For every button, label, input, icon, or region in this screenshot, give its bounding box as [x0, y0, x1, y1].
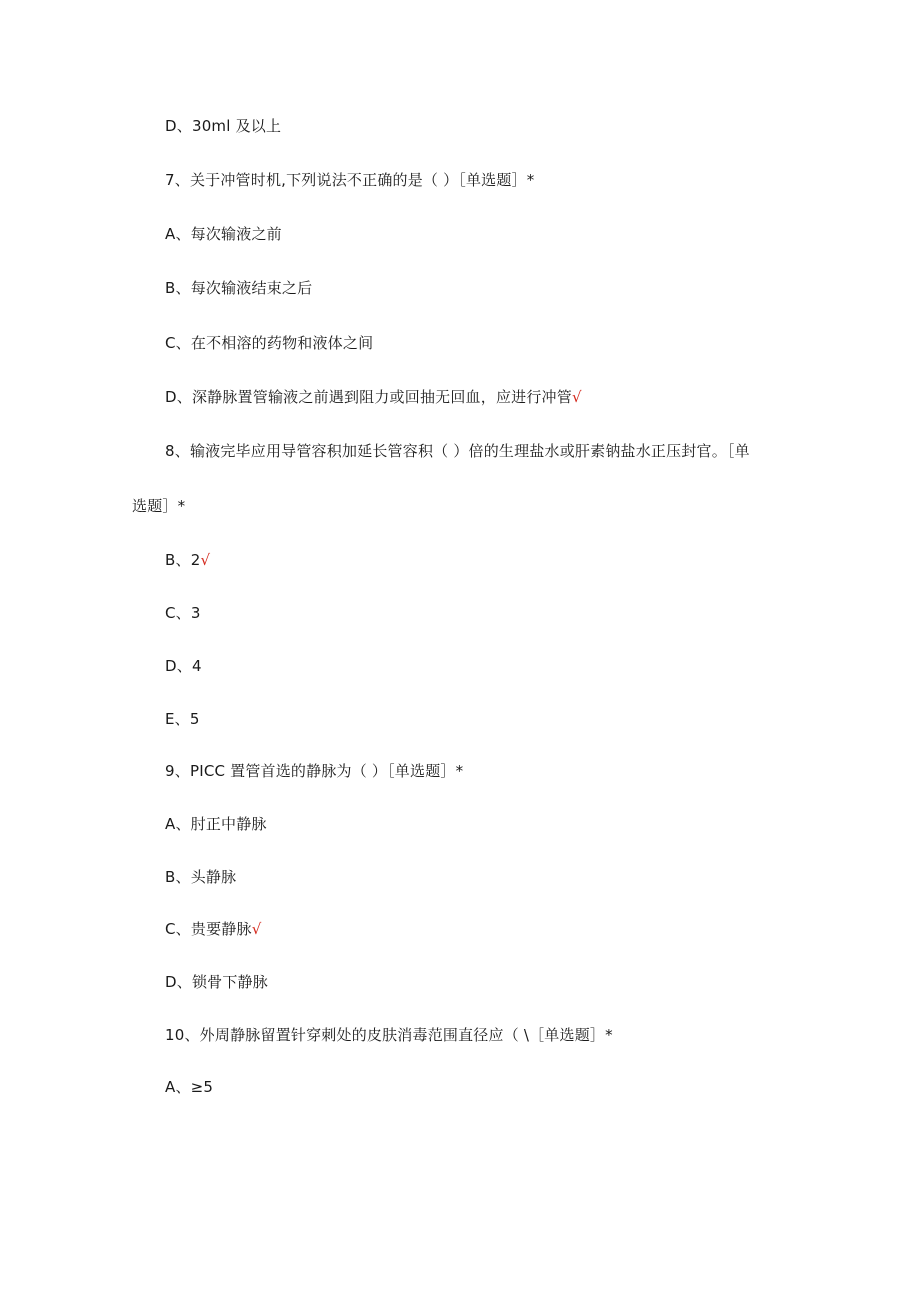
- option-text: C、在不相溶的药物和液体之间: [165, 334, 374, 352]
- option-c-q7: [165, 333, 373, 353]
- option-b-q8: [165, 550, 210, 570]
- option-text: A、肘正中静脉: [165, 815, 267, 833]
- option-text: B、头静脉: [165, 868, 237, 886]
- option-b-q7: [165, 278, 312, 298]
- question-text: 8、输液完毕应用导管容积加延长管容积（ ）倍的生理盐水或肝素钠盐水正压封官。［单: [165, 442, 750, 460]
- option-a-q7: [165, 224, 282, 244]
- option-text: E、5: [165, 710, 200, 728]
- option-c-q9: [165, 919, 261, 939]
- option-a-q9: [165, 814, 267, 834]
- correct-check-mark: √: [200, 551, 211, 569]
- correct-check-mark: √: [571, 388, 582, 406]
- option-b-q9: [165, 867, 236, 887]
- option-d-q8: [165, 656, 202, 676]
- option-text: B、2: [165, 551, 201, 569]
- question-text: 10、外周静脉留置针穿刺处的皮肤消毒范围直径应（ \［单选题］*: [165, 1026, 613, 1044]
- question-10: [165, 1025, 613, 1045]
- option-c-q8: [165, 603, 201, 623]
- question-8-line-2: [132, 496, 185, 516]
- correct-check-mark: √: [251, 920, 262, 938]
- question-text: 7、关于冲管时机,下列说法不正确的是（ ）［单选题］*: [165, 171, 535, 189]
- option-text: D、30ml 及以上: [165, 117, 282, 135]
- option-text: C、贵要静脉: [165, 920, 252, 938]
- option-text: A、≥5: [165, 1078, 214, 1096]
- option-text: C、3: [165, 604, 201, 622]
- question-text: 9、PICC 置管首选的静脉为（ ）［单选题］*: [165, 762, 464, 780]
- option-text: D、锁骨下静脉: [165, 973, 268, 991]
- option-d-q6: [165, 116, 281, 136]
- option-d-q9: [165, 972, 268, 992]
- option-d-q7: [165, 387, 582, 407]
- option-text: D、4: [165, 657, 202, 675]
- question-7: [165, 170, 534, 190]
- question-9: [165, 761, 463, 781]
- option-text: B、每次输液结束之后: [165, 279, 313, 297]
- option-text: A、每次输液之前: [165, 225, 282, 243]
- question-text: 选题］*: [132, 497, 186, 515]
- option-a-q10: [165, 1077, 213, 1097]
- option-text: D、深静脉置管输液之前遇到阻力或回抽无回血，应进行冲管: [165, 388, 572, 406]
- option-e-q8: [165, 709, 200, 729]
- question-8-line-1: [165, 441, 750, 461]
